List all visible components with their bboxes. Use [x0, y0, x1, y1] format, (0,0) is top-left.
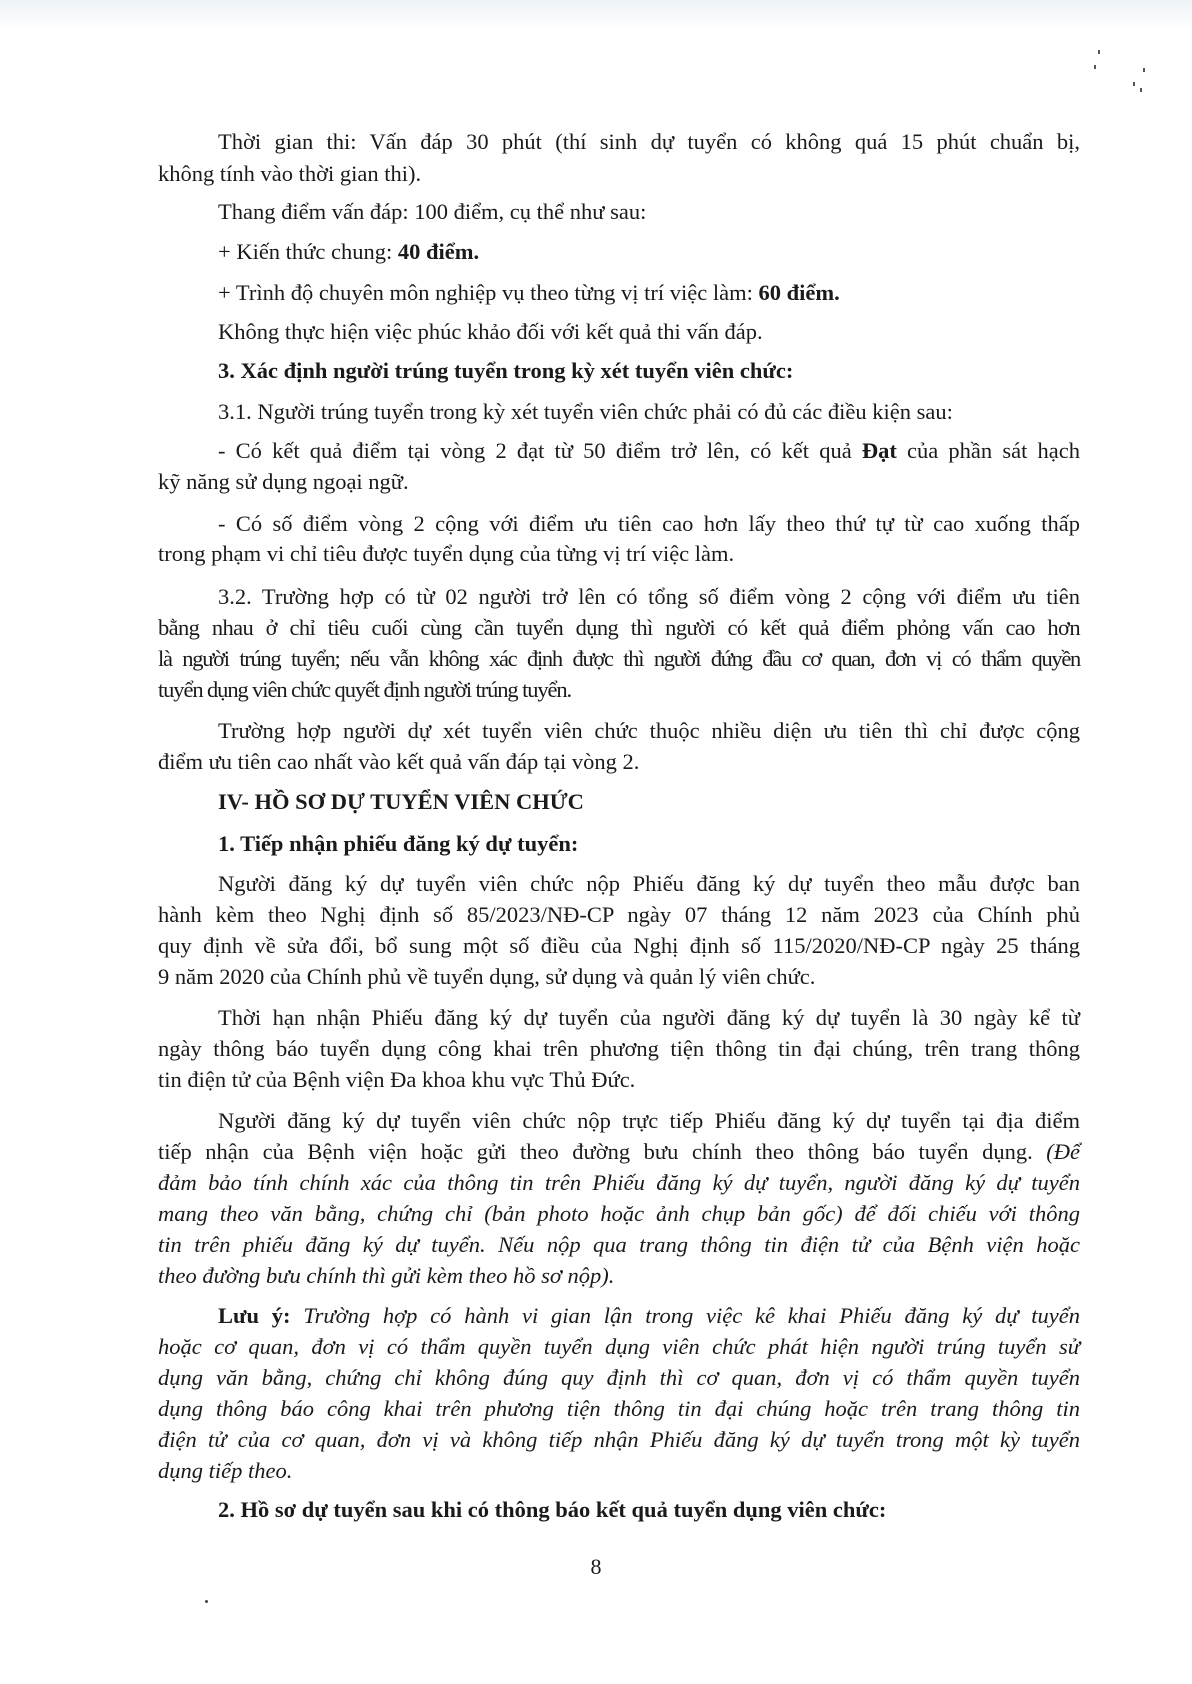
italic-line: hoặc cơ quan, đơn vị có thẩm quyền tuyển dụng viên chức phát hiện người trúng tuyển sử	[158, 1334, 1080, 1359]
text-line: là người trúng tuyển; nếu vẫn không xác định được thì người đứng đầu cơ quan, đơn vị có thẩm quyền	[158, 646, 1080, 671]
text-line: Thời gian thi: Vấn đáp 30 phút (thí sinh dự tuyển có không quá 15 phút chuẩn bị,	[218, 129, 1080, 154]
text-line	[158, 1138, 1080, 1166]
note-label: Lưu ý:	[218, 1303, 291, 1328]
text-line: 3.2. Trường hợp có từ 02 người trở lên có tổng số điểm vòng 2 cộng với điểm ưu tiên	[218, 584, 1080, 609]
text-line	[218, 279, 840, 307]
chapter-heading: IV- HỒ SƠ DỰ TUYỂN VIÊN CHỨC	[218, 789, 584, 814]
italic-line: dụng văn bằng, chứng chỉ không đúng quy định thì cơ quan, đơn vị có thẩm quyền tuyển	[158, 1365, 1080, 1390]
text-line: kỹ năng sử dụng ngoại ngữ.	[158, 469, 409, 494]
scan-speck	[1143, 68, 1145, 72]
bold-text: 40 điểm.	[397, 239, 480, 264]
page-number: 8	[590, 1554, 602, 1579]
text-line: Người đăng ký dự tuyển viên chức nộp trực tiếp Phiếu đăng ký dự tuyển tại địa điểm	[218, 1108, 1080, 1133]
text-line: tin điện tử của Bệnh viện Đa khoa khu vực Thủ Đức.	[158, 1067, 636, 1092]
text-span: tiếp nhận của Bệnh viện hoặc gửi theo đường bưu chính theo thông báo tuyển dụng.	[158, 1139, 1047, 1164]
section-heading: 1. Tiếp nhận phiếu đăng ký dự tuyển:	[218, 831, 579, 856]
text-line: ngày thông báo tuyển dụng công khai trên phương tiện thông tin đại chúng, trên trang thông	[158, 1036, 1080, 1061]
text-line	[218, 238, 479, 266]
text-line	[218, 437, 1080, 465]
italic-line: dụng thông báo công khai trên phương tiện thông tin đại chúng hoặc trên trang thông tin	[158, 1396, 1080, 1421]
text-span: - Có kết quả điểm tại vòng 2 đạt từ 50 điểm trở lên, có kết quả	[218, 438, 862, 463]
scan-speck	[205, 1600, 208, 1603]
italic-line: theo đường bưu chính thì gửi kèm theo hồ sơ nộp).	[158, 1263, 615, 1288]
text-line: Thang điểm vấn đáp: 100 điểm, cụ thể như sau:	[218, 199, 647, 224]
scan-speck	[1133, 82, 1135, 86]
text-line: tuyển dụng viên chức quyết định người trúng tuyển.	[158, 677, 572, 702]
text-line: Người đăng ký dự tuyển viên chức nộp Phiếu đăng ký dự tuyển theo mẫu được ban	[218, 871, 1080, 896]
italic-line: đảm bảo tính chính xác của thông tin trên Phiếu đăng ký dự tuyển, người đăng ký dự tuyển	[158, 1170, 1080, 1195]
scan-speck	[1140, 88, 1142, 92]
text-span: của phần sát hạch	[896, 438, 1080, 463]
italic-line: điện tử của cơ quan, đơn vị và không tiếp nhận Phiếu đăng ký dự tuyển trong một kỳ tuyển	[158, 1427, 1080, 1452]
text-line: bằng nhau ở chỉ tiêu cuối cùng cần tuyển dụng thì người có kết quả điểm phỏng vấn cao hơn	[158, 615, 1080, 640]
text-line: không tính vào thời gian thi).	[158, 161, 422, 186]
italic-line: tin trên phiếu đăng ký dự tuyển. Nếu nộp qua trang thông tin điện tử của Bệnh viện hoặc	[158, 1232, 1080, 1257]
text-line: quy định về sửa đổi, bổ sung một số điều của Nghị định số 115/2020/NĐ-CP ngày 25 tháng	[158, 933, 1080, 958]
italic-text: Trường hợp có hành vi gian lận trong việc kê khai Phiếu đăng ký dự tuyển	[290, 1303, 1081, 1328]
italic-line: mang theo văn bằng, chứng chỉ (bản photo hoặc ảnh chụp bản gốc) để đối chiếu với thông	[158, 1201, 1080, 1226]
scan-speck	[1094, 65, 1096, 69]
italic-text: (Để	[1046, 1139, 1080, 1164]
text-line: - Có số điểm vòng 2 cộng với điểm ưu tiên cao hơn lấy theo thứ tự từ cao xuống thấp	[218, 511, 1080, 536]
scan-speck	[1098, 50, 1100, 54]
text-line: 3.1. Người trúng tuyển trong kỳ xét tuyển viên chức phải có đủ các điều kiện sau:	[218, 399, 953, 424]
text-line: trong phạm vi chỉ tiêu được tuyển dụng của từng vị trí việc làm.	[158, 541, 735, 566]
italic-line: dụng tiếp theo.	[158, 1458, 293, 1483]
text-span: + Kiến thức chung:	[218, 239, 398, 264]
text-line: điểm ưu tiên cao nhất vào kết quả vấn đáp tại vòng 2.	[158, 749, 640, 774]
text-line: Trường hợp người dự xét tuyển viên chức thuộc nhiều diện ưu tiên thì chỉ được cộng	[218, 718, 1080, 743]
text-line: Thời hạn nhận Phiếu đăng ký dự tuyển của người đăng ký dự tuyển là 30 ngày kể từ	[218, 1005, 1080, 1030]
section-heading: 2. Hồ sơ dự tuyển sau khi có thông báo kết quả tuyển dụng viên chức:	[218, 1497, 887, 1522]
text-span: + Trình độ chuyên môn nghiệp vụ theo từng vị trí việc làm:	[218, 280, 759, 305]
section-heading: 3. Xác định người trúng tuyển trong kỳ xét tuyển viên chức:	[218, 358, 794, 383]
note-line	[218, 1302, 1080, 1330]
text-line: hành kèm theo Nghị định số 85/2023/NĐ-CP ngày 07 tháng 12 năm 2023 của Chính phủ	[158, 902, 1080, 927]
text-line: 9 năm 2020 của Chính phủ về tuyển dụng, sử dụng và quản lý viên chức.	[158, 964, 816, 989]
text-line: Không thực hiện việc phúc khảo đối với kết quả thi vấn đáp.	[218, 319, 763, 344]
bold-text: Đạt	[861, 438, 897, 463]
scan-top-band	[0, 0, 1192, 30]
bold-text: 60 điểm.	[758, 280, 840, 305]
